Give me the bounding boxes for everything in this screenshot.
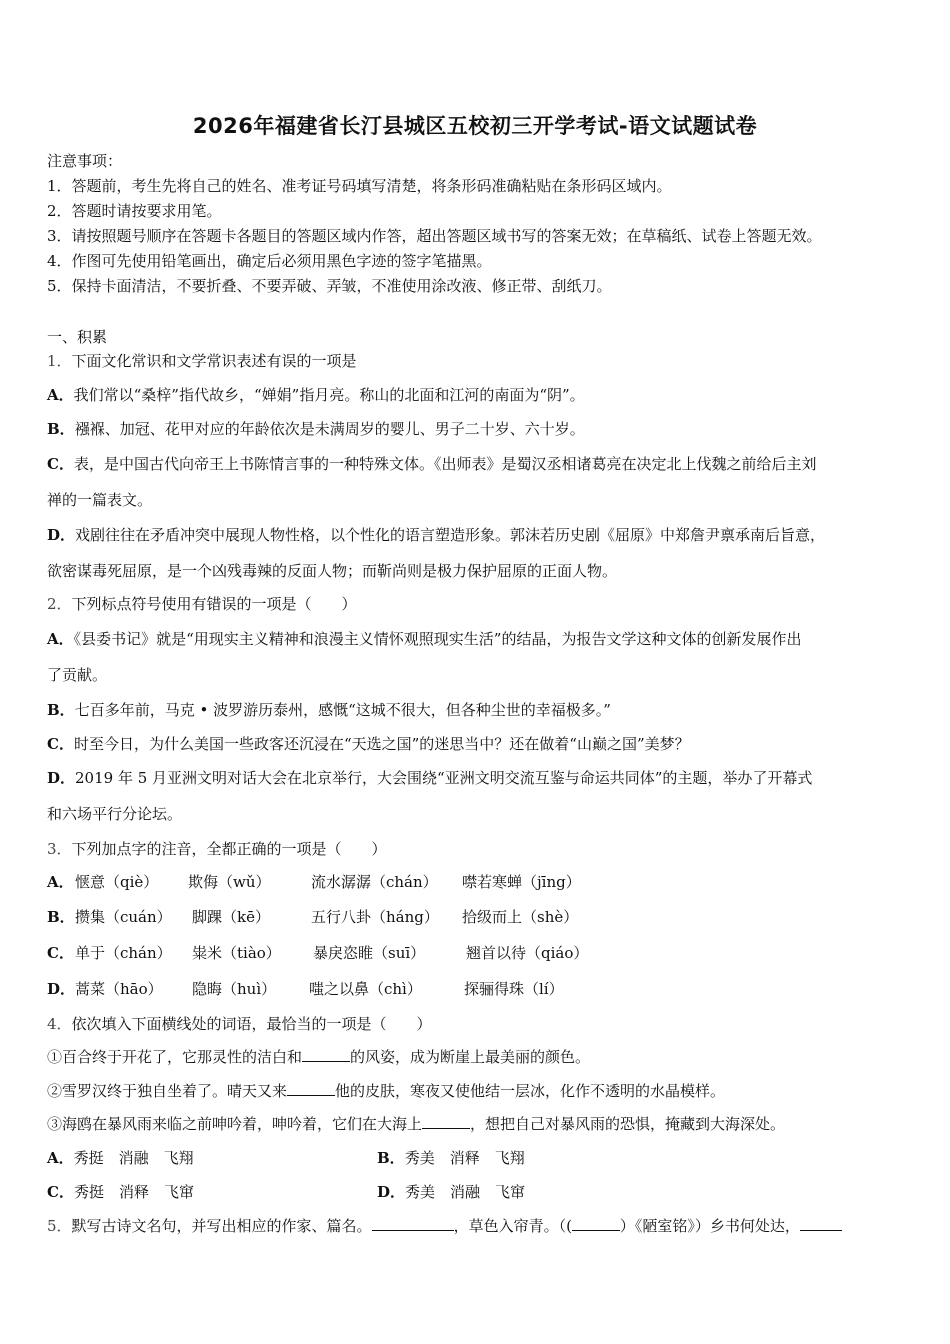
option-item: 隐晦（huì） — [192, 980, 277, 998]
q2-option-a-cont: 了贡献。 — [47, 666, 108, 684]
option-item: 暴戾恣睢（suī） — [313, 944, 426, 962]
answer-blank[interactable] — [287, 1081, 335, 1096]
option-item: 惬意（qiè） — [75, 873, 159, 891]
option-item: 翘首以待（qiáo） — [466, 944, 589, 962]
option-text: 秀挺 消释 飞窜 — [73, 1183, 194, 1201]
q2-option-c — [47, 734, 690, 754]
option-text: 表，是中国古代向帝王上书陈情言事的一种特殊文体。《出师表》是蜀汉丞相诸葛亮在决定北上伐魏之前给后主刘 — [73, 455, 817, 473]
question-3 — [47, 839, 387, 859]
notice-item-5: 5．保持卡面清洁，不要折叠、不要弄破、弄皱，不准使用涂改液、修正带、刮纸刀。 — [47, 277, 612, 295]
sentence-text: ，想把自己对暴风雨的恐惧，掩藏到大海深处。 — [470, 1115, 786, 1133]
q4-option-a — [47, 1148, 194, 1168]
notice-item-2: 2．答题时请按要求用笔。 — [47, 202, 222, 220]
question-stem: 默写古诗文名句，并写出相应的作家、篇名。 — [71, 1217, 372, 1235]
option-item: 欺侮（wǔ） — [188, 873, 271, 891]
option-item: 脚踝（kē） — [192, 908, 270, 926]
option-text: 戏剧往往在矛盾冲突中展现人物性格，以个性化的语言塑造形象。郭沫若历史剧《屈原》中郑詹尹禀承南后旨意， — [75, 526, 826, 544]
question-number: 3． — [47, 840, 72, 858]
question-2 — [47, 594, 357, 614]
question-stem: 下列标点符号使用有错误的一项是（ ） — [71, 595, 357, 613]
option-label: B． — [47, 701, 75, 719]
option-text: 秀美 消释 飞翔 — [404, 1149, 525, 1167]
answer-blank[interactable] — [372, 1216, 454, 1231]
option-item: 探骊得珠（lí） — [464, 980, 564, 998]
option-label: D． — [377, 1183, 406, 1201]
question-stem: 下列加点字的注音，全都正确的一项是（ ） — [71, 840, 387, 858]
notice-heading: 注意事项： — [47, 152, 123, 170]
option-label: B． — [377, 1149, 405, 1167]
option-label: C． — [47, 944, 74, 962]
question-number: 2． — [47, 595, 72, 613]
option-item: 攒集（cuán） — [75, 908, 172, 926]
option-text: 秀挺 消融 飞翔 — [73, 1149, 194, 1167]
q1-option-c-cont: 禅的一篇表文。 — [47, 491, 153, 509]
option-text: 时至今日，为什么美国一些政客还沉浸在“天选之国”的迷思当中？还在做着“山巅之国”美梦？ — [73, 735, 690, 753]
question-number: 1． — [47, 352, 72, 370]
answer-blank[interactable] — [800, 1216, 842, 1231]
option-label: A． — [47, 630, 74, 648]
q1-option-a — [47, 385, 585, 405]
q2-option-a — [47, 629, 801, 649]
sentence-text: ②雪罗汉终于独自坐着了。晴天又来 — [47, 1082, 288, 1100]
option-text: 七百多年前，马克 • 波罗游历泰州，感慨“这城不很大，但各种尘世的幸福极多。” — [74, 701, 611, 719]
option-label: D． — [47, 769, 76, 787]
q2-option-b — [47, 700, 611, 720]
q1-option-b — [47, 419, 585, 439]
sentence-text: ，草色入帘青。（( — [453, 1217, 572, 1235]
q4-sentence-2 — [47, 1081, 725, 1101]
sentence-text: ）《陋室铭》）乡书何处达， — [619, 1217, 800, 1235]
answer-blank[interactable] — [422, 1114, 470, 1129]
notice-item-1: 1．答题前，考生先将自己的姓名、准考证号码填写清楚，将条形码准确粘贴在条形码区域内。 — [47, 177, 672, 195]
option-label: B． — [47, 420, 75, 438]
q1-option-c — [47, 454, 816, 474]
option-text: 《县委书记》就是“用现实主义精神和浪漫主义情怀观照现实生活”的结晶，为报告文学这种文体的创新发展作出 — [73, 630, 802, 648]
option-text: 我们常以“桑梓”指代故乡，“婵娟”指月亮。称山的北面和江河的南面为“阴”。 — [73, 386, 585, 404]
sentence-text: 的风姿，成为断崖上最美丽的颜色。 — [350, 1048, 591, 1066]
option-label: A． — [47, 873, 74, 891]
q4-sentence-1 — [47, 1047, 590, 1067]
option-label: C． — [47, 1183, 74, 1201]
option-label: B． — [47, 908, 75, 926]
option-label: A． — [47, 1149, 74, 1167]
question-number: 4． — [47, 1015, 72, 1033]
answer-blank[interactable] — [572, 1216, 620, 1231]
option-item: 拾级而上（shè） — [462, 908, 579, 926]
sentence-text: ③海鸥在暴风雨来临之前呻吟着，呻吟着，它们在大海上 — [47, 1115, 423, 1133]
option-item: 流水潺潺（chán） — [311, 873, 438, 891]
q1-option-d-cont: 欲密谋毒死屈原，是一个凶残毒辣的反面人物；而靳尚则是极力保护屈原的正面人物。 — [47, 562, 618, 580]
q2-option-d-cont: 和六场平行分论坛。 — [47, 805, 183, 823]
sentence-text: ①百合终于开花了，它那灵性的洁白和 — [47, 1048, 303, 1066]
notice-item-3: 3．请按照题号顺序在答题卡各题目的答题区域内作答，超出答题区域书写的答案无效；在草稿纸、试卷上答题无效。 — [47, 227, 822, 245]
option-label: C． — [47, 735, 74, 753]
option-text: 2019 年 5 月亚洲文明对话大会在北京举行，大会围绕“亚洲文明交流互鉴与命运共同体”的主题，举办了开幕式 — [75, 769, 813, 787]
option-label: A． — [47, 386, 74, 404]
option-text: 秀美 消融 飞窜 — [405, 1183, 526, 1201]
q4-option-b — [377, 1148, 525, 1168]
option-label: D． — [47, 980, 76, 998]
question-1 — [47, 351, 357, 371]
option-label: C． — [47, 455, 74, 473]
option-item: 粜米（tiào） — [192, 944, 281, 962]
option-item: 五行八卦（háng） — [311, 908, 439, 926]
q4-sentence-3 — [47, 1114, 785, 1134]
question-number: 5． — [47, 1217, 72, 1235]
option-text: 襁褓、加冠、花甲对应的年龄依次是未满周岁的婴儿、男子二十岁、六十岁。 — [74, 420, 585, 438]
question-5 — [47, 1216, 842, 1236]
sentence-text: 他的皮肤，寒夜又使他结一层冰，化作不透明的水晶模样。 — [335, 1082, 726, 1100]
answer-blank[interactable] — [302, 1047, 350, 1062]
page-title: 2026年福建省长汀县城区五校初三开学考试-语文试题试卷 — [192, 114, 758, 138]
section-heading: 一、积累 — [47, 328, 108, 346]
q4-option-d — [377, 1182, 525, 1202]
option-item: 噤若寒蝉（jīng） — [462, 873, 581, 891]
q2-option-d — [47, 768, 812, 788]
question-stem: 下面文化常识和文学常识表述有误的一项是 — [71, 352, 357, 370]
question-4 — [47, 1014, 432, 1034]
option-item: 嗤之以鼻（chì） — [309, 980, 422, 998]
option-item: 蒿菜（hāo） — [75, 980, 163, 998]
q4-option-c — [47, 1182, 194, 1202]
question-stem: 依次填入下面横线处的词语，最恰当的一项是（ ） — [71, 1015, 432, 1033]
notice-item-4: 4．作图可先使用铅笔画出，确定后必须用黑色字迹的签字笔描黑。 — [47, 252, 492, 270]
option-item: 单于（chán） — [75, 944, 172, 962]
option-label: D． — [47, 526, 76, 544]
q1-option-d — [47, 525, 825, 545]
